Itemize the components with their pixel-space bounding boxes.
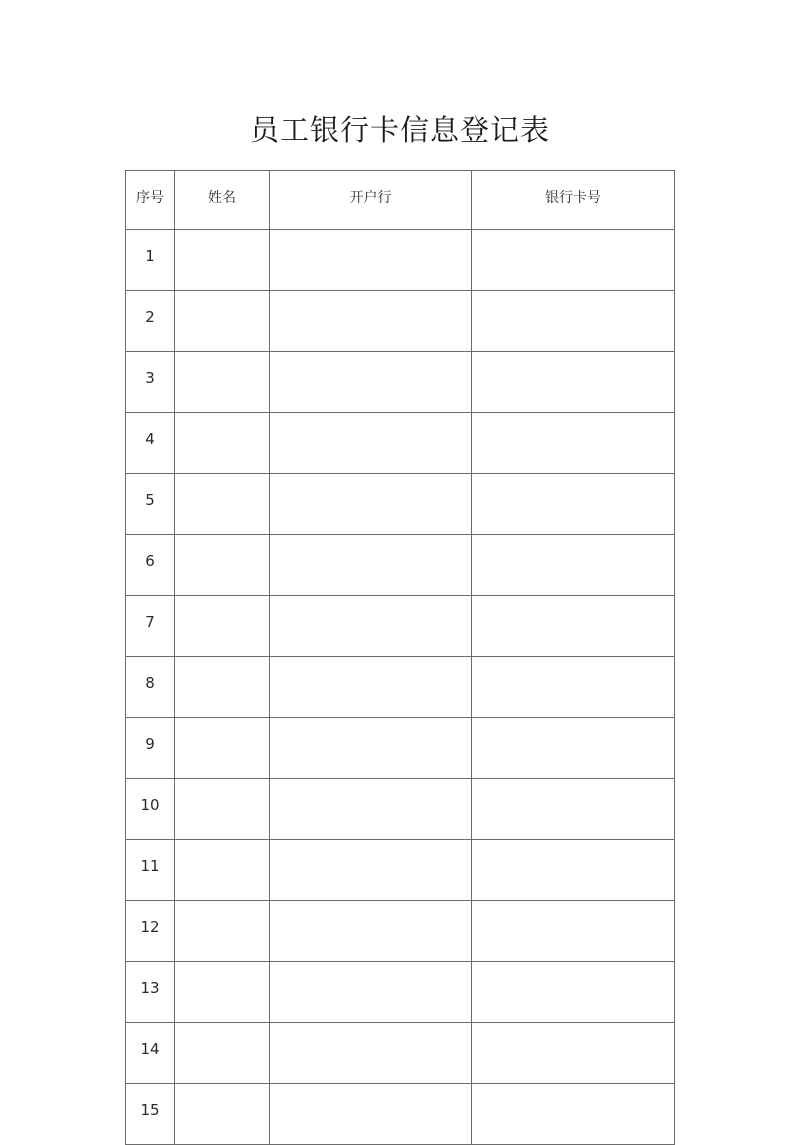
- card-number-cell[interactable]: [472, 657, 675, 718]
- serial-number-cell: 2: [126, 291, 175, 352]
- card-number-cell[interactable]: [472, 596, 675, 657]
- table-row: [126, 352, 675, 413]
- table-row: [126, 718, 675, 779]
- name-cell[interactable]: [175, 901, 270, 962]
- bank-cell[interactable]: [270, 352, 472, 413]
- card-number-cell[interactable]: [472, 535, 675, 596]
- serial-number-cell: 9: [126, 718, 175, 779]
- bank-cell[interactable]: [270, 535, 472, 596]
- bank-card-register-table: [125, 170, 675, 1145]
- serial-number-cell: 7: [126, 596, 175, 657]
- table-row: [126, 1084, 675, 1145]
- serial-number-cell: 15: [126, 1084, 175, 1145]
- table-row: [126, 291, 675, 352]
- bank-cell[interactable]: [270, 230, 472, 291]
- name-cell[interactable]: [175, 1023, 270, 1084]
- name-cell[interactable]: [175, 352, 270, 413]
- bank-cell[interactable]: [270, 413, 472, 474]
- serial-number-cell: 1: [126, 230, 175, 291]
- bank-cell[interactable]: [270, 596, 472, 657]
- bank-cell[interactable]: [270, 291, 472, 352]
- card-number-cell[interactable]: [472, 291, 675, 352]
- card-number-cell[interactable]: [472, 1023, 675, 1084]
- serial-number-cell: 10: [126, 779, 175, 840]
- serial-number-cell: 4: [126, 413, 175, 474]
- table-row: [126, 1023, 675, 1084]
- table-body: [126, 230, 675, 1145]
- bank-cell[interactable]: [270, 962, 472, 1023]
- name-cell[interactable]: [175, 718, 270, 779]
- page-title: 员工银行卡信息登记表: [249, 113, 550, 147]
- name-cell[interactable]: [175, 535, 270, 596]
- bank-cell[interactable]: [270, 474, 472, 535]
- bank-cell[interactable]: [270, 779, 472, 840]
- serial-number-cell: 12: [126, 901, 175, 962]
- header-card-number: 银行卡号: [472, 171, 675, 230]
- card-number-cell[interactable]: [472, 1084, 675, 1145]
- table-row: [126, 230, 675, 291]
- serial-number-cell: 14: [126, 1023, 175, 1084]
- name-cell[interactable]: [175, 230, 270, 291]
- name-cell[interactable]: [175, 474, 270, 535]
- table-row: [126, 596, 675, 657]
- name-cell[interactable]: [175, 413, 270, 474]
- bank-cell[interactable]: [270, 901, 472, 962]
- bank-cell[interactable]: [270, 657, 472, 718]
- table-row: [126, 535, 675, 596]
- bank-cell[interactable]: [270, 1023, 472, 1084]
- name-cell[interactable]: [175, 779, 270, 840]
- serial-number-cell: 5: [126, 474, 175, 535]
- table-row: [126, 901, 675, 962]
- table-row: [126, 413, 675, 474]
- name-cell[interactable]: [175, 840, 270, 901]
- name-cell[interactable]: [175, 1084, 270, 1145]
- card-number-cell[interactable]: [472, 718, 675, 779]
- name-cell[interactable]: [175, 962, 270, 1023]
- name-cell[interactable]: [175, 596, 270, 657]
- card-number-cell[interactable]: [472, 962, 675, 1023]
- card-number-cell[interactable]: [472, 413, 675, 474]
- name-cell[interactable]: [175, 657, 270, 718]
- card-number-cell[interactable]: [472, 840, 675, 901]
- serial-number-cell: 6: [126, 535, 175, 596]
- serial-number-cell: 3: [126, 352, 175, 413]
- table-header-row: [126, 171, 675, 230]
- bank-cell[interactable]: [270, 718, 472, 779]
- card-number-cell[interactable]: [472, 352, 675, 413]
- serial-number-cell: 8: [126, 657, 175, 718]
- header-bank: 开户行: [270, 171, 472, 230]
- card-number-cell[interactable]: [472, 901, 675, 962]
- name-cell[interactable]: [175, 291, 270, 352]
- card-number-cell[interactable]: [472, 230, 675, 291]
- bank-cell[interactable]: [270, 1084, 472, 1145]
- table-row: [126, 962, 675, 1023]
- bank-cell[interactable]: [270, 840, 472, 901]
- serial-number-cell: 11: [126, 840, 175, 901]
- table-row: [126, 474, 675, 535]
- header-name: 姓名: [175, 171, 270, 230]
- serial-number-cell: 13: [126, 962, 175, 1023]
- table-row: [126, 779, 675, 840]
- header-serial-number: 序号: [126, 171, 175, 230]
- table-row: [126, 657, 675, 718]
- table-row: [126, 840, 675, 901]
- card-number-cell[interactable]: [472, 779, 675, 840]
- card-number-cell[interactable]: [472, 474, 675, 535]
